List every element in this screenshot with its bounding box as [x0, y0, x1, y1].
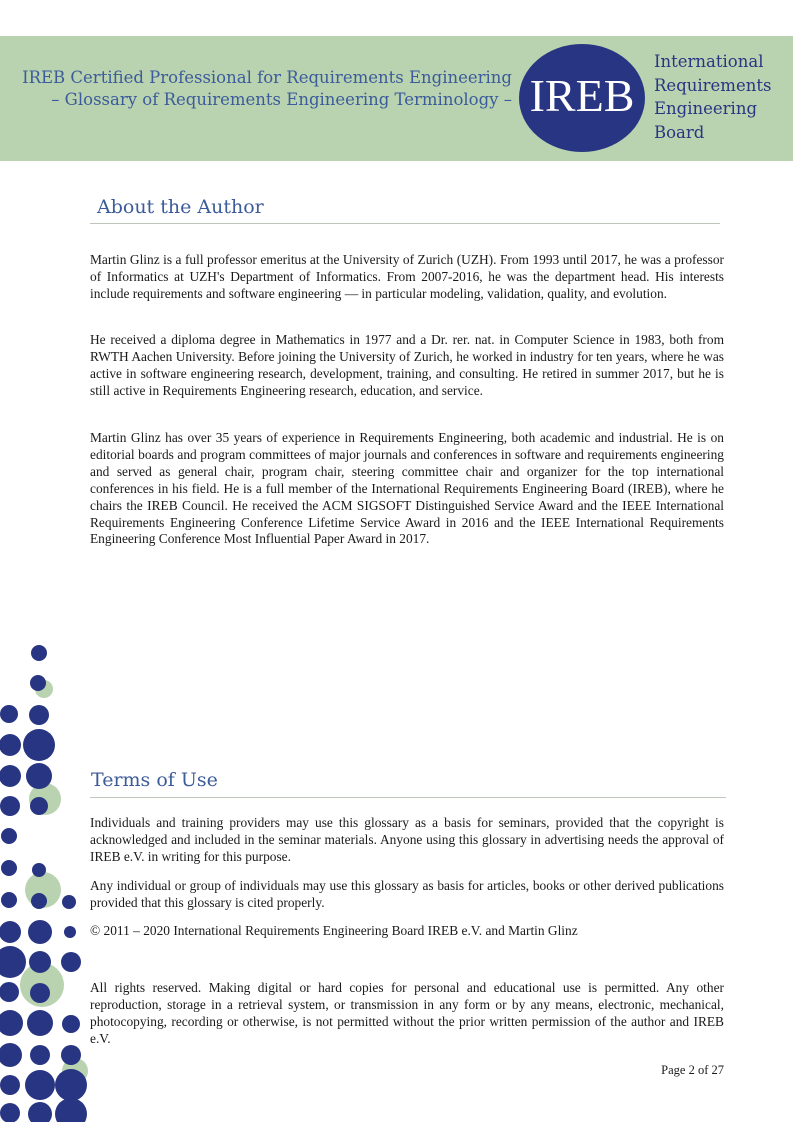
- decorative-dot-pattern: [0, 635, 90, 1122]
- terms-heading-rule: [90, 797, 726, 798]
- terms-heading: Terms of Use: [91, 769, 218, 791]
- board-name: [654, 50, 771, 144]
- about-heading-rule: [90, 223, 720, 224]
- terms-paragraph: Individuals and training providers may use this glossary as a basis for seminars, provided that the copyright is acknowledged and included in the seminar materials. Anyone using this glossary in advertising needs the approval of IREB e.V. in writing for this purpose.: [90, 815, 724, 864]
- about-paragraph: Martin Glinz is a full professor emeritus at the University of Zurich (UZH). From 1993 until 2017, he was a professor of Informatics at UZH's Department of Informatics. From 2007-2016, he was the department head. His interests include requirements and software engineering — in particular modeling, validation, quality, and evolution.: [90, 252, 724, 301]
- ireb-logo-text: IREB: [529, 70, 635, 121]
- about-paragraph: Martin Glinz has over 35 years of experience in Requirements Engineering, both academic and industrial. He is on editorial boards and program committees of major journals and conferences in software and requirements engineering and served as general chair, program chair, steering committee chair and organizer for the top international conferences in his field. He is a full member of the International Requirements Engineering Board (IREB), where he chairs the IREB Council. He received the ACM SIGSOFT Distinguished Service Award and the IEEE International Requirements Engineering Conference Lifetime Service Award in 2016 and the IEEE International Requirements Engineering Conference Most Influential Paper Award in 2017.: [90, 430, 724, 547]
- board-name-line-1: International: [654, 52, 764, 71]
- page-number: Page 2 of 27: [661, 1063, 724, 1077]
- document-title: [0, 67, 512, 111]
- board-name-line-3: Engineering: [654, 99, 758, 118]
- copyright-notice: © 2011 – 2020 International Requirements Engineering Board IREB e.V. and Martin Glinz: [90, 923, 578, 938]
- document-title-line-1: IREB Certified Professional for Requirements Engineering: [22, 68, 512, 87]
- header-banner: [0, 36, 793, 161]
- terms-paragraph: Any individual or group of individuals may use this glossary as basis for articles, books or other derived publications provided that this glossary is cited properly.: [90, 878, 724, 910]
- board-name-line-2: Requirements: [654, 75, 772, 95]
- about-paragraph: He received a diploma degree in Mathematics in 1977 and a Dr. rer. nat. in Computer Science in 1983, both from RWTH Aachen University. Before joining the University of Zurich, he worked in industry for ten years, where he was active in software engineering research, development, training, and consulting. He retired in summer 2017, but he is still active in Requirements Engineering research, education, and service.: [90, 332, 724, 398]
- about-heading: About the Author: [97, 196, 264, 218]
- rights-paragraph: All rights reserved. Making digital or hard copies for personal and educational use is permitted. Any other reproduction, storage in a retrieval system, or transmission in any form or by any means, electronic, mechanical, photocopying, recording or otherwise, is not permitted without the prior written permission of the author and IREB e.V.: [90, 980, 724, 1046]
- document-title-line-2: – Glossary of Requirements Engineering Terminology –: [51, 90, 512, 109]
- board-name-line-4: Board: [654, 122, 705, 142]
